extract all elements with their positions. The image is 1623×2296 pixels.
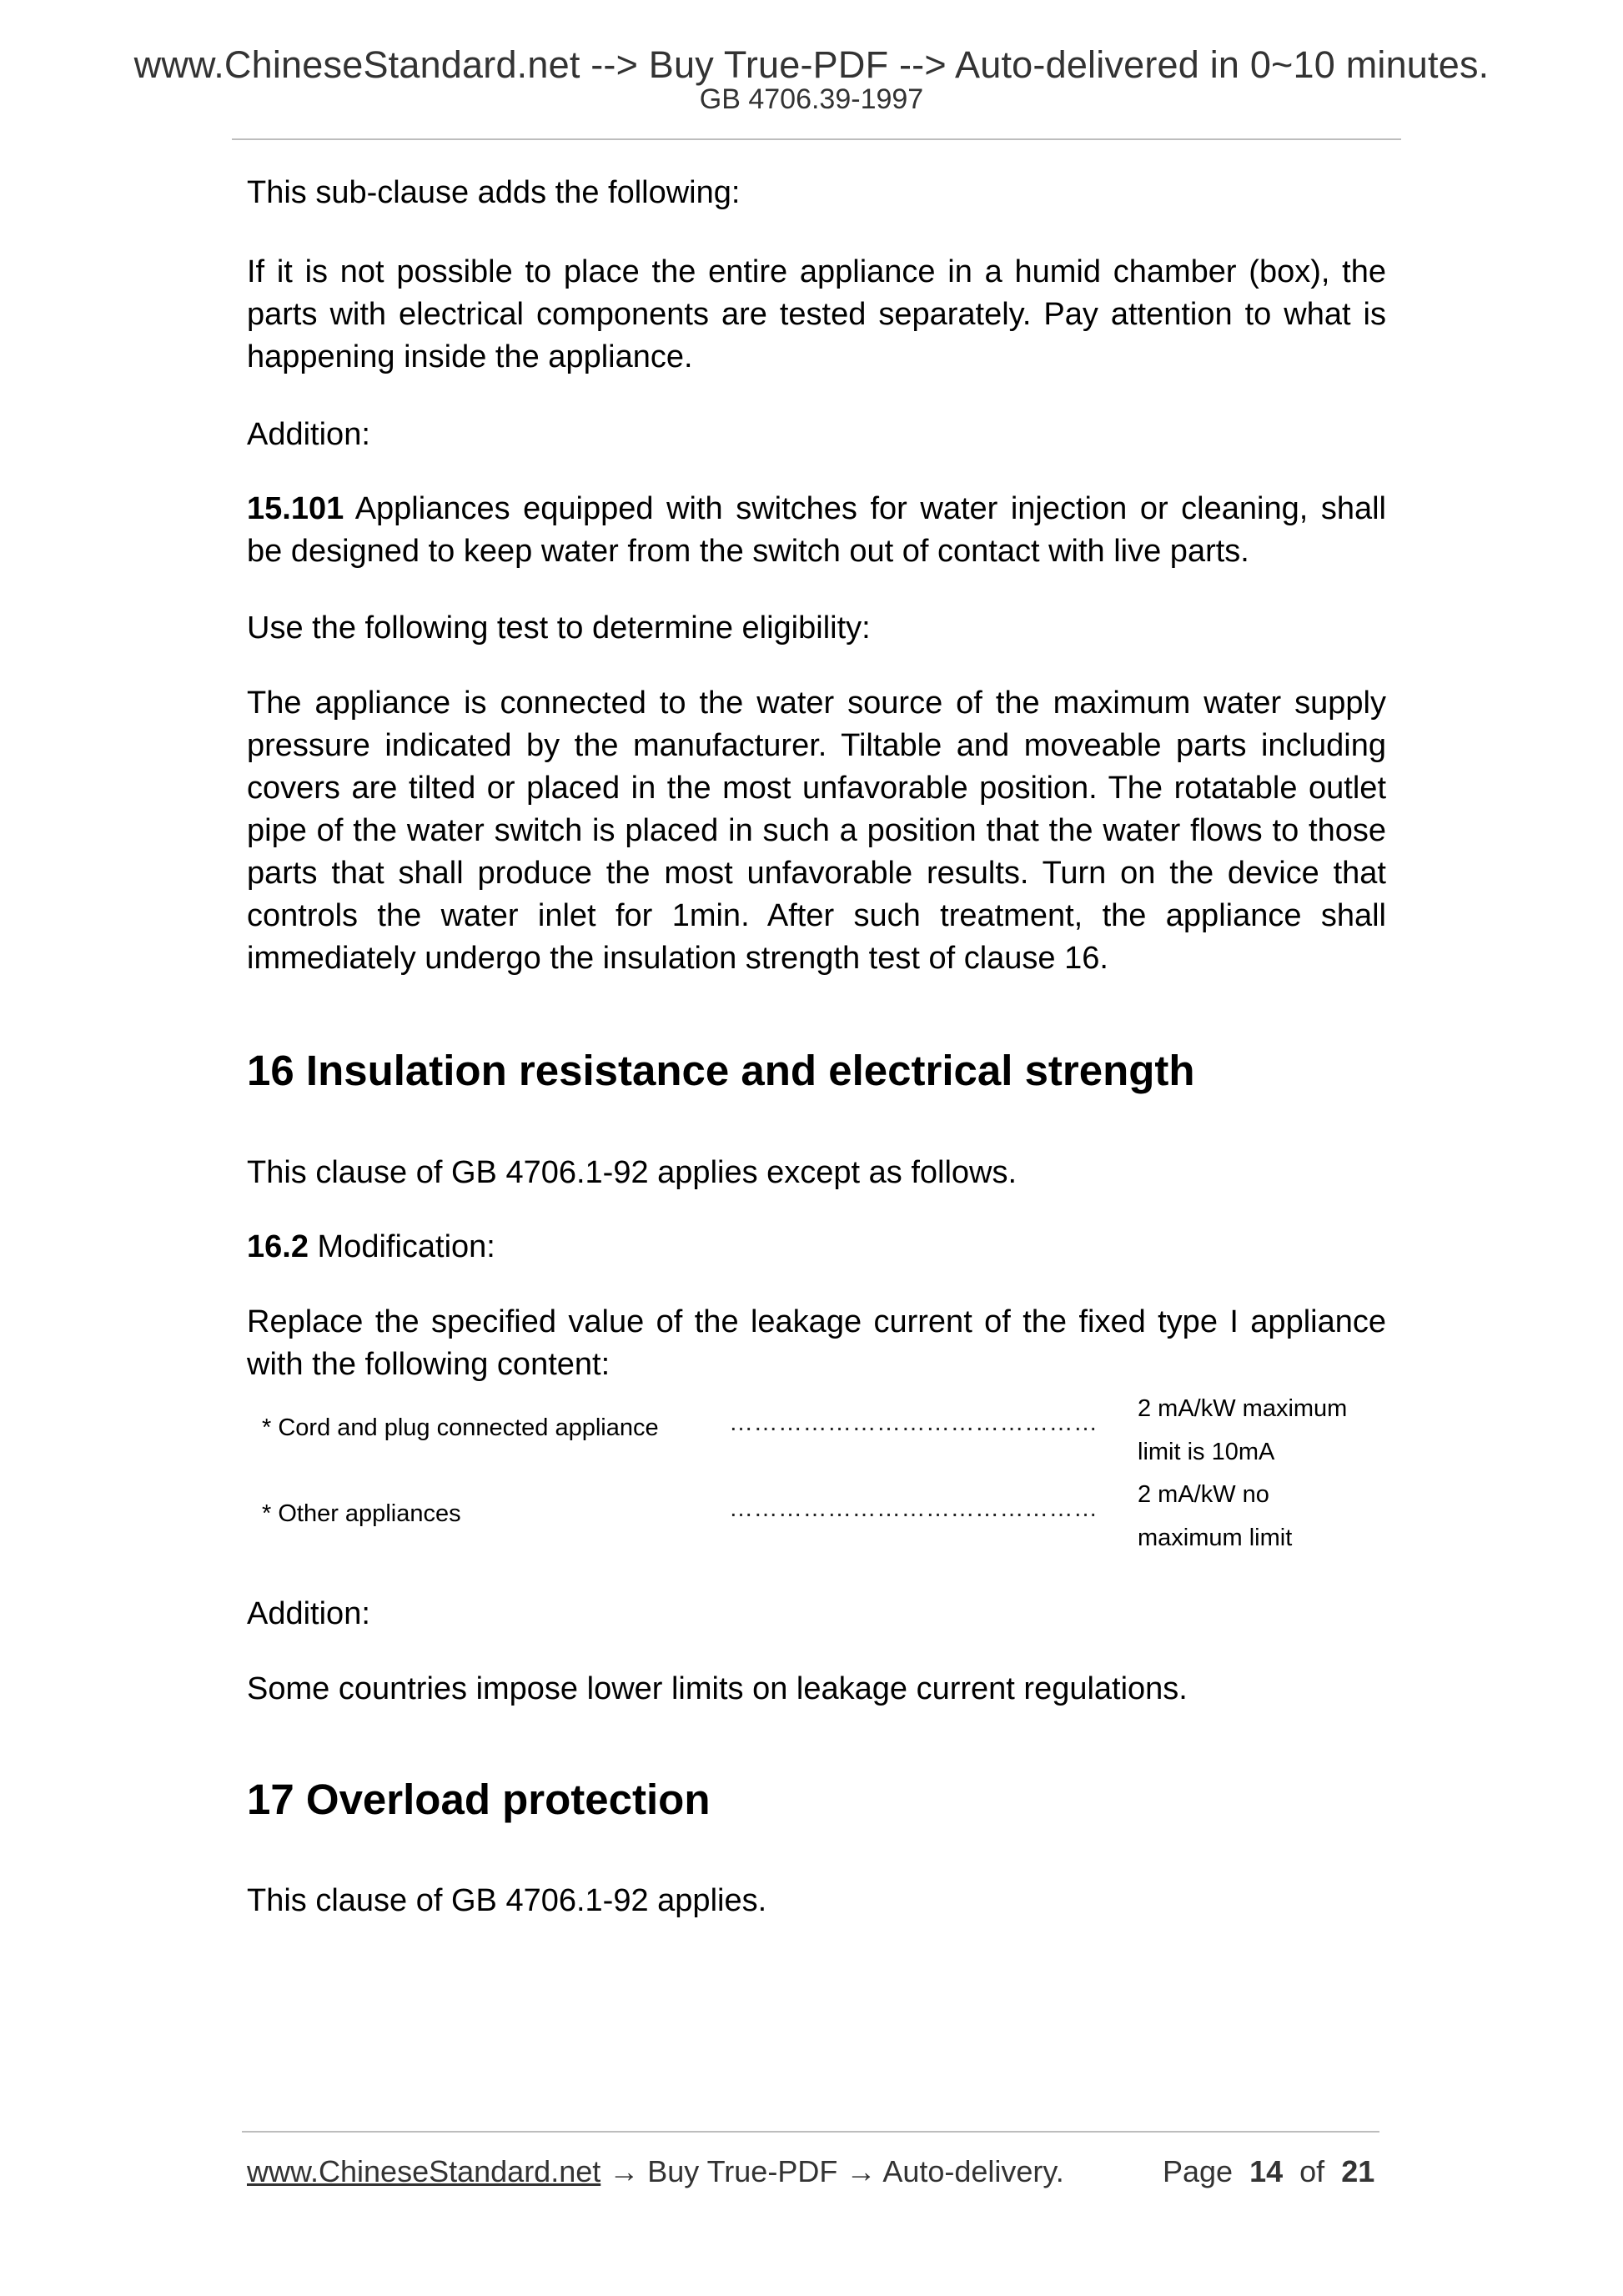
paragraph-clause-16-2 (247, 1226, 1386, 1269)
header-divider (232, 138, 1401, 140)
paragraph-addition-2: Addition: (247, 1596, 370, 1631)
heading-clause-17: 17 Overload protection (247, 1776, 711, 1823)
table-row-value-line2: maximum limit (1138, 1525, 1293, 1551)
paragraph-test-intro: Use the following test to determine eligibility: (247, 610, 871, 646)
paragraph-subclause-adds: This sub-clause adds the following: (247, 175, 741, 210)
paragraph-addition-1: Addition: (247, 417, 370, 452)
standard-code: GB 4706.39-1997 (699, 83, 924, 115)
paragraph-clause-16-applies: This clause of GB 4706.1-92 applies except as follows. (247, 1155, 1018, 1190)
table-row-leader-dots: ……………………………………… (729, 1409, 1098, 1436)
table-row-label: * Other appliances (262, 1500, 461, 1527)
clause-number-15-101: 15.101 (247, 491, 344, 526)
page-word: Page (1163, 2154, 1234, 2188)
paragraph-clause-17-applies: This clause of GB 4706.1-92 applies. (247, 1883, 767, 1918)
paragraph-clause-15-101 (247, 488, 1386, 573)
site-banner: www.ChineseStandard.net --> Buy True-PDF --> Auto-delivered in 0~10 minutes. (133, 43, 1490, 86)
heading-clause-16: 16 Insulation resistance and electrical strength (247, 1047, 1195, 1094)
paragraph-leakage-replace: Replace the specified value of the leakage current of the fixed type I appliance with the following content: (247, 1304, 1386, 1382)
footer-divider (242, 2131, 1379, 2133)
table-row-value-line1: 2 mA/kW no (1138, 1481, 1269, 1508)
clause-number-16-2: 16.2 (247, 1229, 309, 1264)
total-pages-number: 21 (1341, 2154, 1375, 2188)
clause-15-101-text: Appliances equipped with switches for water injection or cleaning, shall be designed to keep water from the switch out of contact with live parts. (247, 491, 1386, 569)
page-indicator (1163, 2154, 1374, 2189)
footer-promo (247, 2154, 1064, 2189)
clause-16-2-text: Modification: (308, 1229, 495, 1264)
current-page-number: 14 (1249, 2154, 1284, 2188)
table-row-label: * Cord and plug connected appliance (262, 1414, 659, 1441)
footer-promo-text: → Buy True-PDF → Auto-delivery. (600, 2154, 1064, 2188)
paragraph-test-procedure: The appliance is connected to the water source of the maximum water supply pressure indicated by the manufacturer. Tiltable and moveable parts including covers are tilted or placed in the most unfavorable position. The rotatable outlet pipe of the water switch is placed in such a position that the water flows to those parts that shall produce the most unfavorable results. Turn on the device that controls the water inlet for 1min. After such treatment, the appliance shall immediately undergo the insulation strength test of clause 16. (247, 686, 1386, 976)
footer-site-link[interactable]: www.ChineseStandard.net (247, 2154, 601, 2188)
paragraph-humid-chamber: If it is not possible to place the entire appliance in a humid chamber (box), the parts with electrical components are tested separately. Pay attention to what is happening inside the appliance. (247, 254, 1386, 374)
table-row-leader-dots: ……………………………………… (729, 1495, 1098, 1522)
paragraph-lower-limits: Some countries impose lower limits on leakage current regulations. (247, 1671, 1188, 1706)
table-row-value-line2: limit is 10mA (1138, 1439, 1275, 1465)
of-word: of (1299, 2154, 1325, 2188)
table-row-value-line1: 2 mA/kW maximum (1138, 1395, 1348, 1422)
